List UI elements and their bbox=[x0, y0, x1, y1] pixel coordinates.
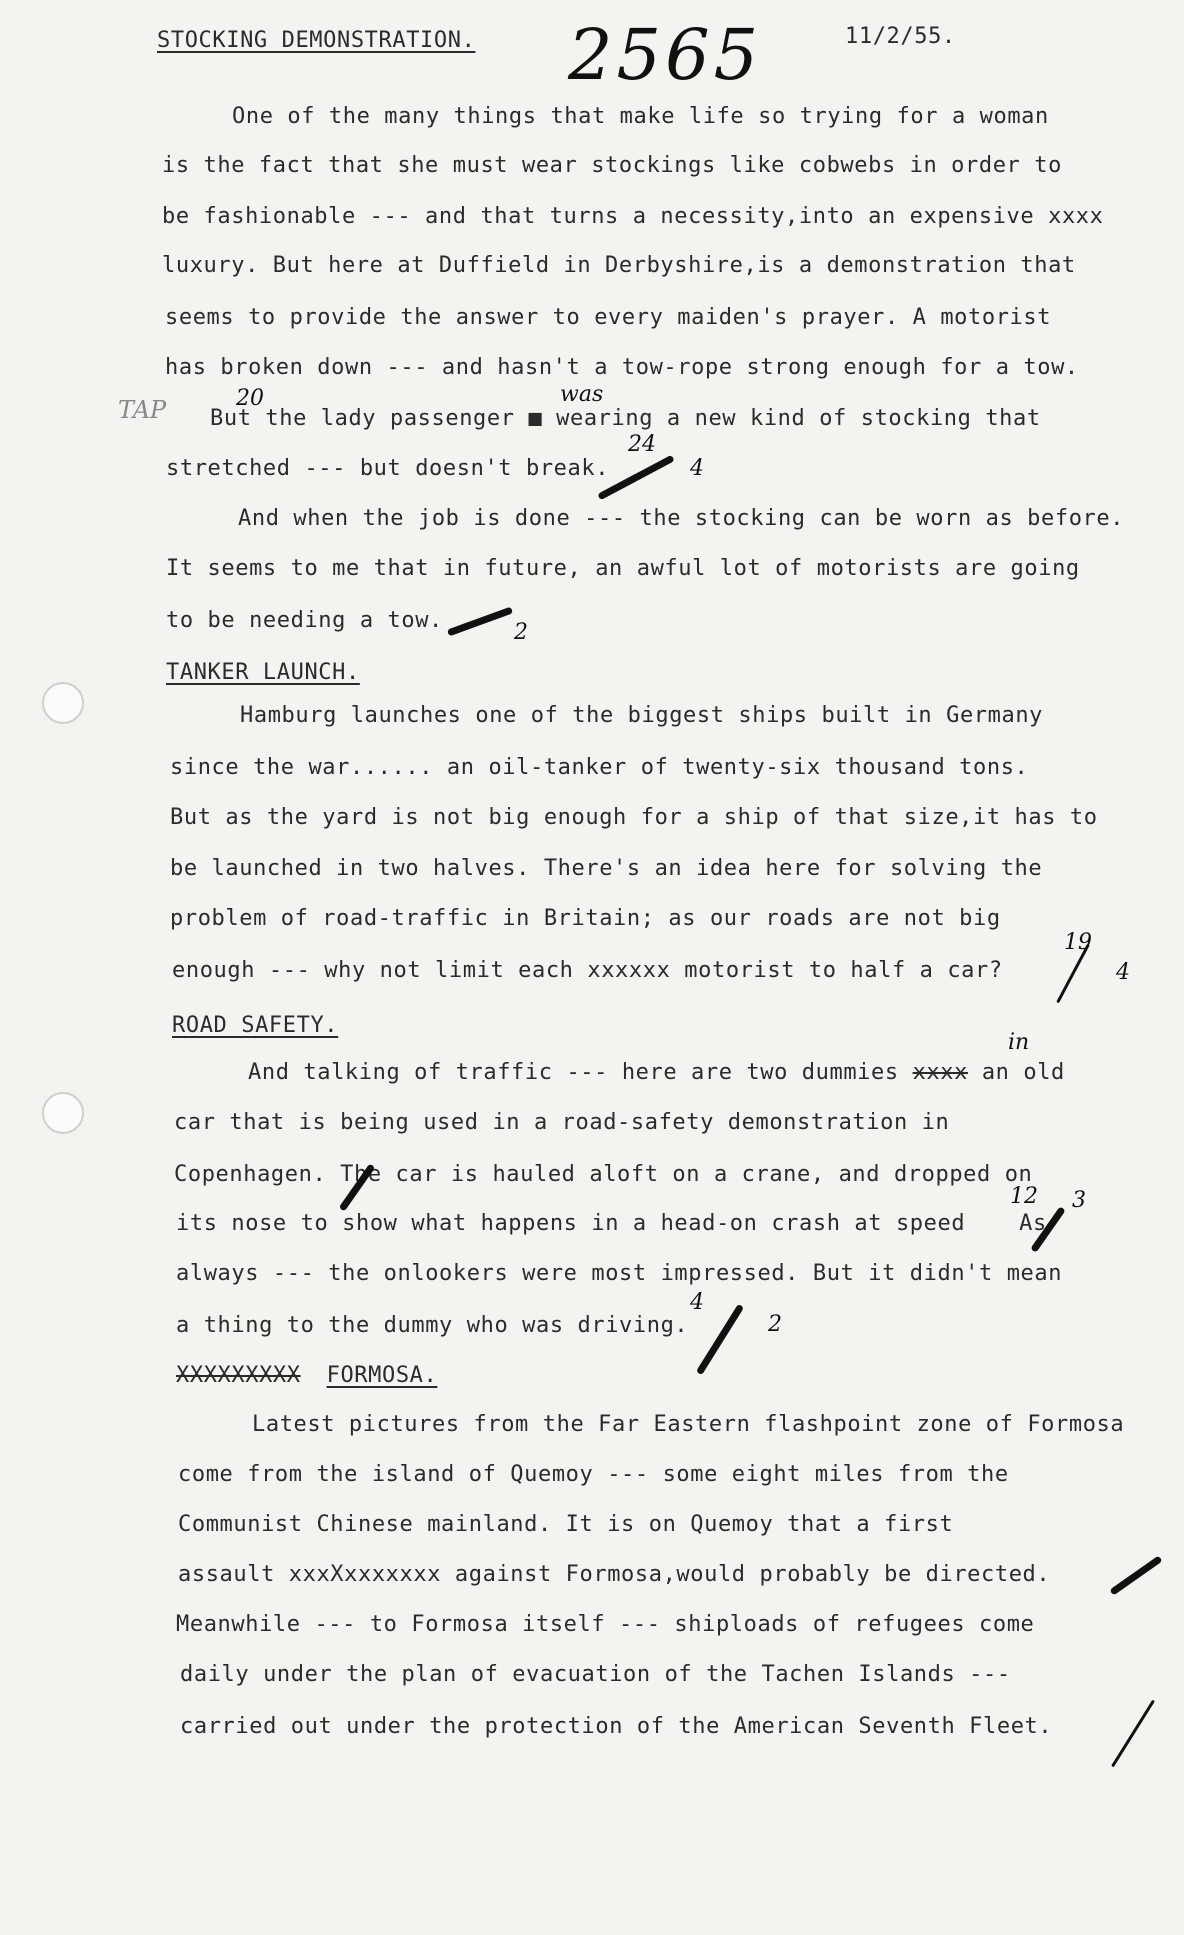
handwritten-insertion: was bbox=[560, 382, 604, 407]
text-line: has broken down --- and hasn't a tow-rope strong enough for a tow. bbox=[165, 355, 1079, 380]
text-span: But the lady passenger bbox=[210, 406, 529, 431]
text-span: As bbox=[1019, 1211, 1047, 1236]
text-line: But as the yard is not big enough for a ship of that size,it has to bbox=[170, 805, 1098, 830]
page-title: STOCKING DEMONSTRATION. bbox=[157, 28, 476, 53]
text-line: stretched --- but doesn't break. bbox=[166, 456, 610, 481]
punch-hole bbox=[42, 1092, 84, 1134]
timing-mark: 3 bbox=[1072, 1188, 1086, 1213]
timing-mark: 4 bbox=[1116, 960, 1130, 985]
timing-mark: 19 bbox=[1064, 930, 1092, 955]
text-line: Latest pictures from the Far Eastern flashpoint zone of Formosa bbox=[252, 1412, 1125, 1437]
section-heading: FORMOSA. bbox=[326, 1363, 438, 1388]
text-span: wearing a new kind of stocking that bbox=[542, 406, 1041, 431]
timing-mark: 12 bbox=[1010, 1184, 1038, 1209]
typed-strikeout: xxxxxx bbox=[587, 958, 671, 983]
timing-mark: 2 bbox=[514, 620, 528, 645]
text-line: Meanwhile --- to Formosa itself --- shiploads of refugees come bbox=[176, 1612, 1035, 1637]
timing-slash bbox=[447, 607, 513, 637]
punch-hole bbox=[42, 682, 84, 724]
typed-strikeout: XXXXXXXXX bbox=[176, 1363, 301, 1388]
text-line: Communist Chinese mainland. It is on Quemoy that a first bbox=[178, 1512, 954, 1537]
text-span: assault bbox=[178, 1562, 289, 1587]
text-span: an old bbox=[967, 1060, 1065, 1085]
text-span: be fashionable --- and that turns a necessity,into an expensive bbox=[162, 204, 1049, 229]
typed-strikeout: ■ bbox=[528, 406, 543, 431]
typed-strikeout: xxxx bbox=[912, 1060, 968, 1085]
text-line bbox=[178, 1562, 1050, 1587]
text-line: seems to provide the answer to every maiden's prayer. A motorist bbox=[165, 305, 1052, 330]
text-line: carried out under the protection of the American Seventh Fleet. bbox=[180, 1714, 1053, 1739]
section-heading: TANKER LAUNCH. bbox=[166, 660, 360, 685]
typed-strikeout: xxxXxxxxxxx bbox=[288, 1562, 442, 1587]
timing-mark: 24 bbox=[628, 432, 656, 457]
section-heading-line bbox=[176, 1363, 437, 1388]
timing-slash bbox=[1109, 1555, 1162, 1595]
handwritten-insertion: in bbox=[1008, 1030, 1030, 1055]
text-span: against Formosa,would probably be directed. bbox=[441, 1562, 1051, 1587]
text-line: Hamburg launches one of the biggest ships built in Germany bbox=[240, 703, 1044, 728]
text-line: car that is being used in a road-safety demonstration in bbox=[174, 1110, 950, 1135]
text-line: problem of road-traffic in Britain; as our roads are not big bbox=[170, 906, 1001, 931]
text-span: motorist to half a car? bbox=[670, 958, 1003, 983]
text-line bbox=[172, 958, 1003, 983]
typed-strikeout: xxxx bbox=[1048, 204, 1104, 229]
text-line: daily under the plan of evacuation of the Tachen Islands --- bbox=[180, 1662, 1011, 1687]
text-line: to be needing a tow. bbox=[166, 608, 443, 633]
text-span: its nose to show what happens in a head-on crash at speed bbox=[176, 1211, 966, 1236]
text-span: enough --- why not limit each bbox=[172, 958, 588, 983]
timing-mark: 4 bbox=[690, 456, 704, 481]
timing-mark: 4 bbox=[690, 1290, 704, 1315]
text-line: One of the many things that make life so trying for a woman bbox=[232, 104, 1049, 129]
text-line bbox=[210, 406, 1041, 431]
text-line: Copenhagen. The car is hauled aloft on a crane, and dropped on bbox=[174, 1162, 1033, 1187]
script-number: 2565 bbox=[568, 14, 763, 96]
text-line: come from the island of Quemoy --- some eight miles from the bbox=[178, 1462, 1009, 1487]
text-line bbox=[248, 1060, 1065, 1085]
text-line: a thing to the dummy who was driving. bbox=[176, 1313, 689, 1338]
text-line bbox=[162, 204, 1103, 229]
text-line: since the war...... an oil-tanker of twenty-six thousand tons. bbox=[170, 755, 1029, 780]
margin-note: TAP bbox=[118, 396, 167, 424]
text-line: luxury. But here at Duffield in Derbyshire,is a demonstration that bbox=[162, 253, 1076, 278]
text-line: is the fact that she must wear stockings like cobwebs in order to bbox=[162, 153, 1062, 178]
text-line: be launched in two halves. There's an idea here for solving the bbox=[170, 856, 1043, 881]
section-heading: ROAD SAFETY. bbox=[172, 1013, 339, 1038]
script-date: 11/2/55. bbox=[845, 24, 956, 49]
timing-mark: 2 bbox=[768, 1312, 782, 1337]
timing-mark: 20 bbox=[236, 386, 264, 411]
text-span: And talking of traffic --- here are two dummies bbox=[248, 1060, 913, 1085]
text-line: And when the job is done --- the stocking can be worn as before. bbox=[238, 506, 1125, 531]
text-line bbox=[176, 1211, 1047, 1236]
text-line: always --- the onlookers were most impressed. But it didn't mean bbox=[176, 1261, 1063, 1286]
text-line: It seems to me that in future, an awful lot of motorists are going bbox=[166, 556, 1080, 581]
timing-slash bbox=[1111, 1700, 1155, 1768]
